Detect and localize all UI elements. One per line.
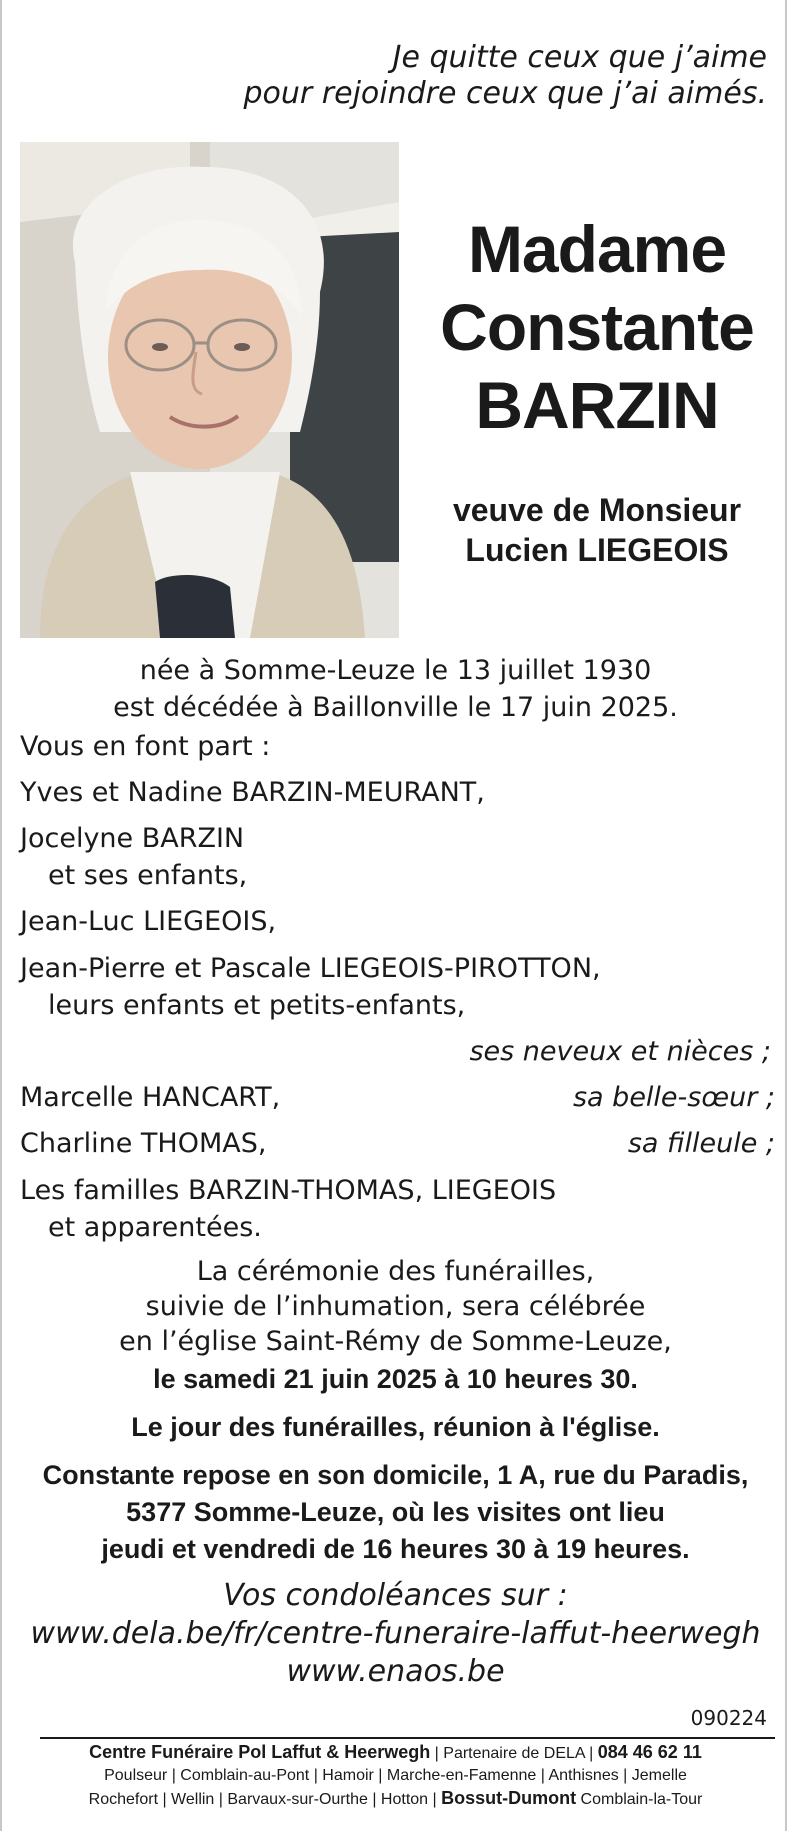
hancart-role: sa belle-sœur ; bbox=[572, 1082, 775, 1113]
rest-line: jeudi et vendredi de 16 heures 30 à 19 heures. bbox=[101, 1534, 690, 1564]
birth-death-dates bbox=[2, 652, 789, 726]
footer-divider bbox=[40, 1737, 775, 1739]
family-row-hancart bbox=[20, 1079, 775, 1116]
death-line: est décédée à Baillonville le 17 juin 2025. bbox=[113, 692, 678, 723]
funeral-home-name: Centre Funéraire Pol Laffut & Heerwegh bbox=[89, 1742, 431, 1762]
ceremony-line: suivie de l’inhumation, sera célébrée bbox=[145, 1291, 646, 1322]
footer-line-3 bbox=[2, 1787, 789, 1811]
hancart-name: Marcelle HANCART, bbox=[20, 1082, 281, 1113]
partner-text: | Partenaire de DELA | bbox=[430, 1745, 598, 1762]
funeral-home-footer bbox=[2, 1741, 789, 1811]
condolences-intro: Vos condoléances sur : bbox=[223, 1578, 568, 1613]
ceremony-meeting: Le jour des funérailles, réunion à l'église. bbox=[131, 1412, 660, 1442]
bossut-dumont: Bossut-Dumont bbox=[441, 1788, 577, 1808]
comblain-la-tour: Comblain-la-Tour bbox=[576, 1791, 703, 1808]
family-line: et apparentées. bbox=[48, 1212, 262, 1243]
rest-line: Constante repose en son domicile, 1 A, rue du Paradis, bbox=[42, 1460, 749, 1490]
family-line: Jean-Luc LIEGEOIS, bbox=[20, 906, 277, 937]
thomas-role: sa filleule ; bbox=[627, 1128, 775, 1159]
thomas-name: Charline THOMAS, bbox=[20, 1128, 267, 1159]
portrait-illustration bbox=[20, 142, 399, 638]
phone-number: 084 46 62 11 bbox=[597, 1742, 702, 1762]
family-line: Les familles BARZIN-THOMAS, LIEGEOIS bbox=[20, 1175, 557, 1206]
name-title: Madame bbox=[467, 212, 727, 286]
deceased-name bbox=[412, 210, 782, 444]
quote-line-1: Je quitte ceux que j’aime bbox=[392, 40, 767, 75]
footer-line-1 bbox=[2, 1741, 789, 1765]
widow-of bbox=[412, 490, 782, 570]
birth-line: née à Somme-Leuze le 13 juillet 1930 bbox=[139, 655, 652, 686]
epitaph-quote bbox=[244, 40, 767, 112]
portrait-photo bbox=[20, 142, 399, 638]
widow-line-1: veuve de Monsieur bbox=[452, 492, 742, 528]
family-intro: Vous en font part : bbox=[20, 731, 271, 762]
rest-line: 5377 Somme-Leuze, où les visites ont lieu bbox=[126, 1497, 665, 1527]
family-row-thomas bbox=[20, 1125, 775, 1162]
family-line: leurs enfants et petits-enfants, bbox=[48, 990, 466, 1021]
family-line: et ses enfants, bbox=[48, 860, 248, 891]
quote-line-2: pour rejoindre ceux que j’ai aimés. bbox=[243, 76, 767, 111]
name-first: Constante bbox=[440, 290, 754, 364]
footer-line-2: Poulseur | Comblain-au-Pont | Hamoir | Marche-en-Famenne | Anthisnes | Jemelle bbox=[104, 1767, 687, 1784]
name-last: BARZIN bbox=[475, 368, 719, 442]
nephews-line: ses neveux et nièces ; bbox=[469, 1036, 771, 1067]
footer-locations: Rochefort | Wellin | Barvaux-sur-Ourthe | Hotton | bbox=[88, 1791, 442, 1808]
reference-code: 090224 bbox=[690, 1706, 767, 1730]
condolences-url-2[interactable]: www.enaos.be bbox=[286, 1654, 505, 1689]
ceremony-line: La cérémonie des funérailles, bbox=[196, 1256, 595, 1287]
ceremony-date: le samedi 21 juin 2025 à 10 heures 30. bbox=[153, 1364, 638, 1394]
ceremony-line: en l’église Saint-Rémy de Somme-Leuze, bbox=[119, 1326, 672, 1357]
widow-line-2: Lucien LIEGEOIS bbox=[465, 532, 729, 568]
family-line: Yves et Nadine BARZIN-MEURANT, bbox=[20, 777, 485, 808]
family-line: Jean-Pierre et Pascale LIEGEOIS-PIROTTON, bbox=[20, 953, 601, 984]
family-line: Jocelyne BARZIN bbox=[20, 823, 245, 854]
condolences-url-1[interactable]: www.dela.be/fr/centre-funeraire-laffut-heerwegh bbox=[30, 1616, 761, 1651]
